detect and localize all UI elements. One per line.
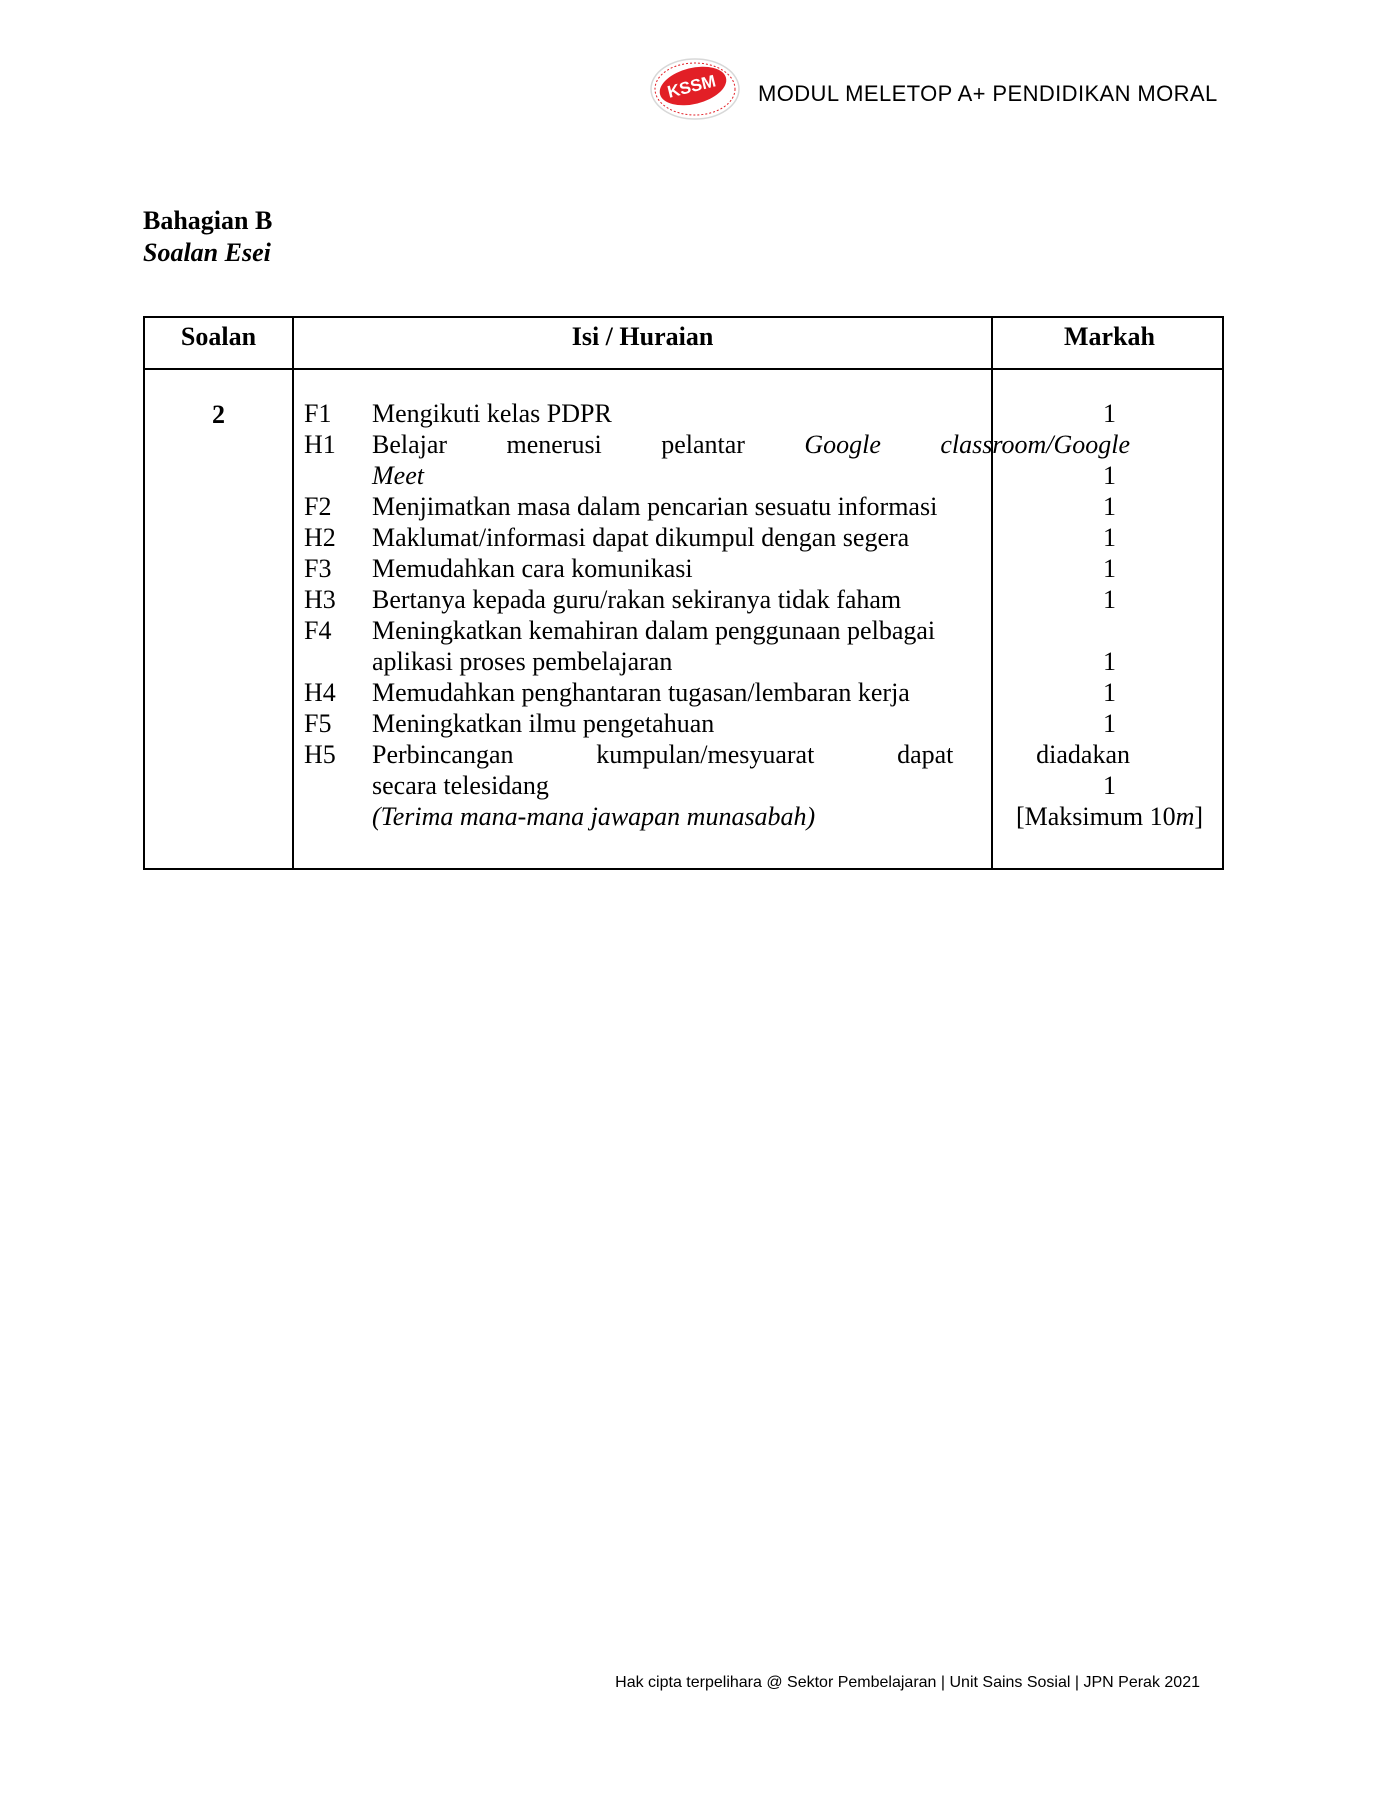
point-text: Mengikuti kelas PDPR — [372, 399, 612, 428]
point-mark: 1 — [1103, 523, 1116, 552]
point-text: Belajar menerusi pelantar Google classroom/Google — [372, 430, 1131, 459]
point-mark: 1 — [1103, 647, 1116, 676]
point-text: Perbincangan kumpulan/mesyuarat dapat diadakan — [372, 740, 1130, 769]
point-code: H4 — [304, 678, 336, 707]
point-text: Memudahkan cara komunikasi — [372, 554, 693, 583]
point-mark: 1 — [1103, 771, 1116, 800]
column-header-markah: Markah — [1064, 322, 1155, 351]
svg-text:KSSM: KSSM — [665, 71, 718, 102]
point-text: aplikasi proses pembelajaran — [372, 647, 673, 676]
column-header-soalan: Soalan — [180, 322, 257, 351]
point-code: F1 — [304, 399, 332, 428]
section-heading: Bahagian B — [143, 206, 273, 235]
point-mark: 1 — [1103, 678, 1116, 707]
point-text: secara telesidang — [372, 771, 549, 800]
point-code: F4 — [304, 616, 332, 645]
point-code: H1 — [304, 430, 336, 459]
point-code: H2 — [304, 523, 336, 552]
kssm-logo — [648, 55, 742, 123]
point-text: Maklumat/informasi dapat dikumpul dengan segera — [372, 523, 910, 552]
column-divider — [292, 318, 294, 868]
point-code: H5 — [304, 740, 336, 769]
point-code: H3 — [304, 585, 336, 614]
point-text: Memudahkan penghantaran tugasan/lembaran kerja — [372, 678, 910, 707]
point-text: Meningkatkan ilmu pengetahuan — [372, 709, 715, 738]
point-mark: 1 — [1103, 492, 1116, 521]
header-title: MODUL MELETOP A+ PENDIDIKAN MORAL — [758, 81, 1218, 106]
point-code: F2 — [304, 492, 332, 521]
point-mark: 1 — [1103, 554, 1116, 583]
question-number: 2 — [212, 400, 225, 429]
answer-note: (Terima mana-mana jawapan munasabah) — [372, 802, 816, 831]
point-mark: 1 — [1103, 399, 1116, 428]
point-text: Bertanya kepada guru/rakan sekiranya tidak faham — [372, 585, 902, 614]
header-divider — [145, 368, 1222, 370]
point-mark: 1 — [1103, 585, 1116, 614]
point-text: Meet — [372, 461, 424, 490]
column-header-isi-huraian: Isi / Huraian — [571, 322, 714, 351]
section-subheading: Soalan Esei — [143, 238, 271, 267]
point-text: Meningkatkan kemahiran dalam penggunaan pelbagai — [372, 616, 936, 645]
point-mark: 1 — [1103, 461, 1116, 490]
point-code: F3 — [304, 554, 332, 583]
maximum-mark: [Maksimum 10m] — [1015, 802, 1204, 831]
page-footer: Hak cipta terpelihara @ Sektor Pembelajaran | Unit Sains Sosial | JPN Perak 2021 — [615, 1674, 1200, 1691]
page-header — [648, 55, 1218, 125]
point-text: Menjimatkan masa dalam pencarian sesuatu informasi — [372, 492, 938, 521]
answer-table — [143, 316, 1224, 870]
point-code: F5 — [304, 709, 332, 738]
point-mark: 1 — [1103, 709, 1116, 738]
